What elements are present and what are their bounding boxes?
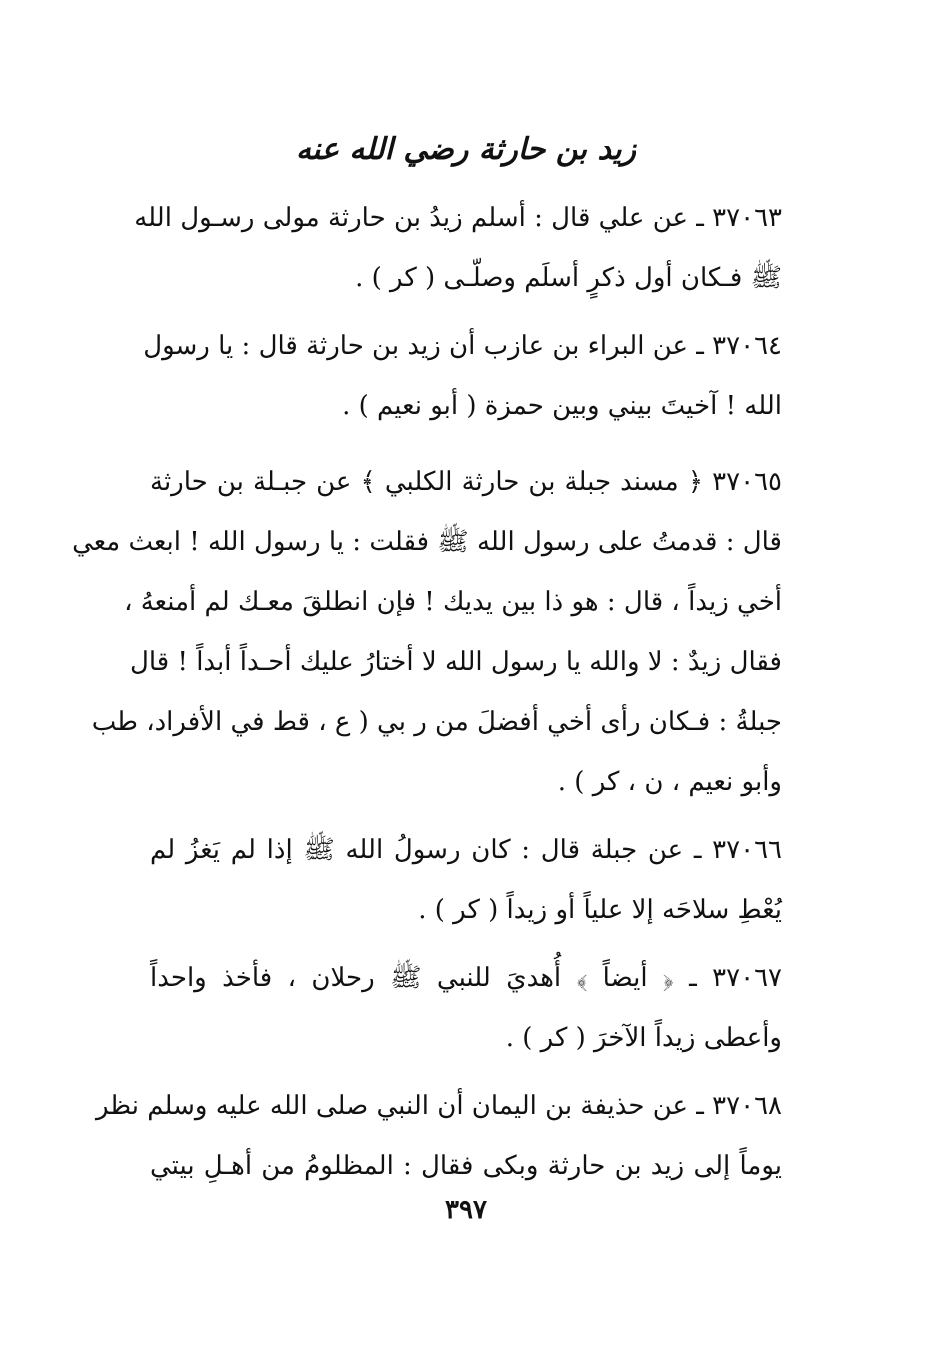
text-line: ﷺ فـكان أول ذكرٍ أسلَم وصلّـى ( كر ) . — [355, 263, 782, 293]
text-line: الله ! آخيتَ بيني وبين حمزة ( أبو نعيم ) . — [342, 391, 782, 421]
page-body — [72, 188, 782, 1204]
text-line: يُعْطِ سلاحَه إلا علياً أو زيداً ( كر ) . — [418, 895, 782, 925]
text-line: وأبو نعيم ، ن ، كر ) . — [557, 767, 782, 797]
text-line: ٣٧٠٦٦ ـ عن جبلة قال : كان رسولُ الله ﷺ إذا لم يَغزُ لم — [150, 835, 782, 865]
hadith-37066 — [150, 820, 782, 940]
hadith-37065 — [72, 452, 782, 812]
text-line: ٣٧٠٦٨ ـ عن حذيفة بن اليمان أن النبي صلى الله عليه وسلم نظر — [96, 1091, 782, 1121]
hadith-37063 — [134, 188, 782, 308]
text-line: ٣٧٠٦٥ ﴿ مسند جبلة بن حارثة الكلبي ﴾ عن جبـلة بن حارثة — [150, 467, 782, 497]
text-line: ٣٧٠٦٣ ـ عن علي قال : أسلم زيدُ بن حارثة مولى رسـول الله — [134, 203, 782, 233]
text-line: فقال زيدٌ : لا والله يا رسول الله لا أختارُ عليك أحـداً أبداً ! قال — [129, 647, 782, 677]
text-line: قال : قدمتُ على رسول الله ﷺ فقلت : يا رسول الله ! ابعث معي — [72, 527, 782, 557]
text-line: ٣٧٠٦٤ ـ عن البراء بن عازب أن زيد بن حارثة قال : يا رسول — [143, 331, 782, 361]
page-title: زيد بن حارثة رضي الله عنه — [295, 132, 637, 167]
hadith-37068 — [96, 1076, 782, 1196]
text-line: جبلةُ : فـكان رأى أخي أفضلَ من ر بي ( ع ، قط في الأفراد، طب — [91, 707, 782, 737]
text-line: أخي زيداً ، قال : هو ذا بين يديك ! فإن انطلقَ معـك لم أمنعهُ ، — [124, 587, 782, 617]
hadith-37064 — [143, 316, 782, 436]
text-line: وأعطى زيداً الآخرَ ( كر ) . — [505, 1023, 782, 1053]
page-number: ٣٩٧ — [445, 1195, 487, 1225]
hadith-37067 — [150, 948, 782, 1068]
text-line: ٣٧٠٦٧ ـ ﴿ أيضاً ﴾ أُهديَ للنبي ﷺ رحلان ، فأخذ واحداً — [150, 963, 782, 993]
text-line: يوماً إلى زيد بن حارثة وبكى فقال : المظلومُ من أهـلِ بيتي — [150, 1151, 782, 1181]
